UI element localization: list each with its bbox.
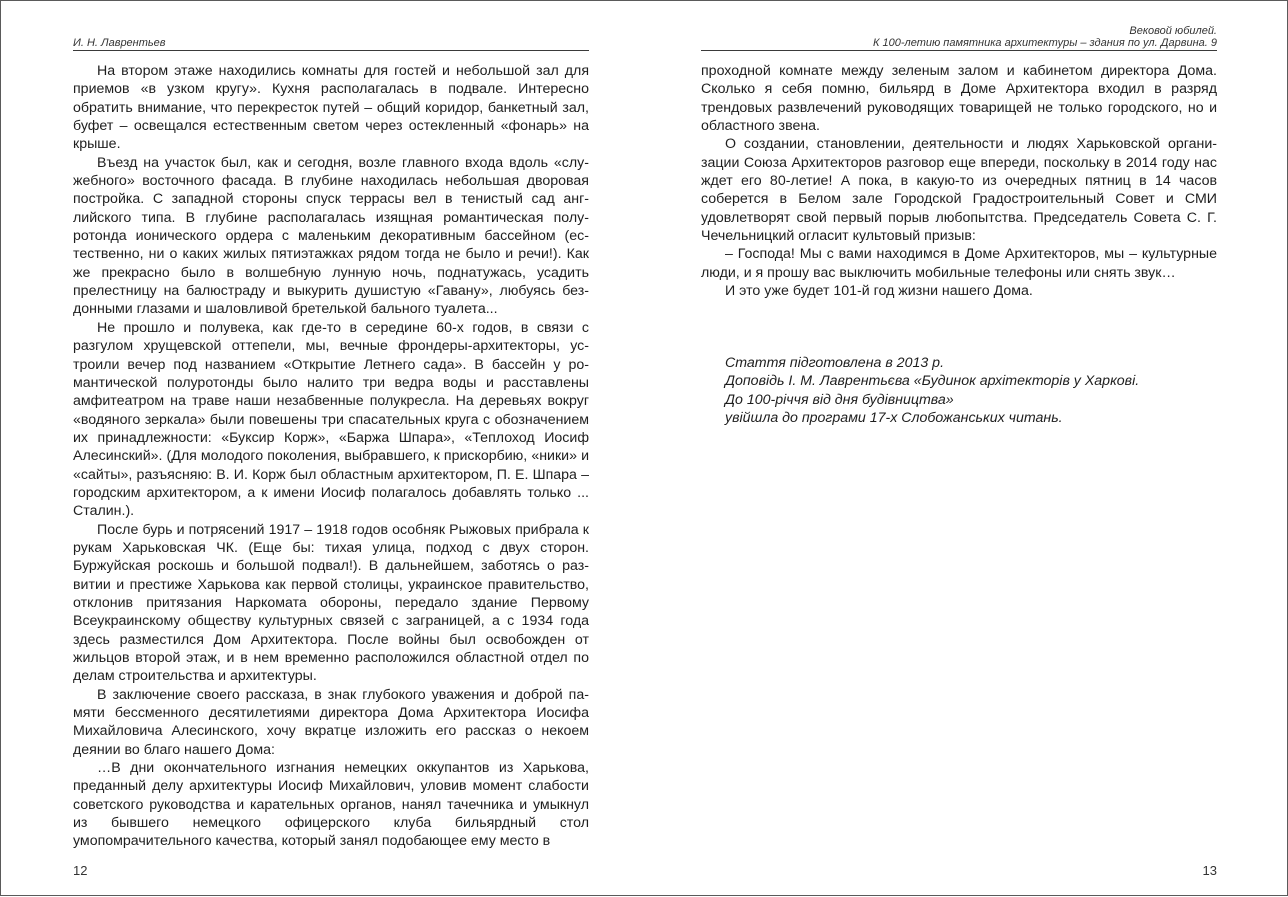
continued-paragraph: проходной комнате между зеленым залом и кабинетом директора Дома. Сколько я себя помню, бильярд в Доме Архитектора входил в разряд трендовых развлечений руководящих товарищей не только городского, но и областного звена. [701,63,1217,135]
header-subtitle: К 100-летию памятника архитектуры – здания по ул. Дарвина. 9 [872,37,1217,49]
note-line: увійшла до програми 17-х Слобожанських читань. [725,410,1063,427]
note-line: Стаття підготовлена в 2013 р. [725,355,945,371]
running-header-right [701,25,1217,51]
paragraph: На втором этаже находились комнаты для гостей и небольшой зал для приемов «в узком кругу». Кухня располагалась в подвале. Интересно обратить внимание, что перекресток путей – общий коридор, банкетный зал, буфет – освещался естественным светом через остекленный «фонарь» на крыше. [73,63,589,153]
right-page [701,1,1217,897]
page-number: 13 [1202,863,1217,878]
left-page-body [73,62,589,851]
paragraph: Въезд на участок был, как и сегодня, возле главного входа вдоль «служебного» восточного фасада. В глубине находилась небольшая дворовая постройка. С западной стороны спуск террасы вел в тенистый сад английского типа. В глубине располагалась изящная романтическая полуротонда ионического ордера с маленьким декоративным бассейном (естественно, ни о каких жилых пятиэтажках рядом тогда не было и речи!). Как же прекрасно было в волшебную лунную ночь, поднатужась, усадить прелестницу на балюстраду и выкурить душистую «Гавану», любуясь бездонными глазами и шаловливой бретелькой бального туалета... [73,154,589,318]
paragraph: Не прошло и полувека, как где-то в середине 60-х годов, в связи с разгулом хрущевской оттепели, мы, вечные фрондеры-архитекторы, устроили вечер под названием «Открытие Летнего сада». В бассейн у романтической полуротонды было налито три ведра воды и расставлены амфитеатром на траве наши незабвенные полукресла. На деревьях вокруг «водяного зеркала» были повешены три спасательных круга с обозначением их принадлежности: «Буксир Корж», «Баржа Шпара», «Теплоход Иосиф Алесинский». (Для молодого поколения, выбравшего, к прискорбию, «ники» и «сайты», разъясняю: В. И. Корж был областным архитектором, П. Е. Шпара – городским архитектором, а к имени Иосиф полагалось добавлять только ... Сталин.). [73,319,589,520]
running-header-left [73,37,589,51]
paragraph: …В дни окончательного изгнания немецких оккупантов из Харькова, преданный делу архитектуры Иосиф Михайлович, уловив момент слабости советского руководства и карательных органов, нанял тачечника и умыкнул из бывшего немецкого офицерского клуба бильярдный стол умопомрачительного качества, который занял подобающее ему место в [73,760,589,850]
paragraph: – Господа! Мы с вами находимся в Доме Архитекторов, мы – культурные люди, и я прошу вас выключить мобильные телефоны или снять звук… [701,246,1217,281]
author-name: И. Н. Лаврентьев [73,37,166,49]
left-page [73,1,589,897]
paragraph: В заключение своего рассказа, в знак глубокого уважения и доброй памяти бессменного десятилетиями директора Дома Архитектора Иосифа Михайловича Алесинского, хочу вкратце изложить его рассказ о некоем деянии во благо нашего Дома: [73,686,589,758]
paragraph: О создании, становлении, деятельности и людях Харьковской организации Союза Архитекторов разговор еще впереди, поскольку в 2014 году нас ждет его 80-летие! А пока, в какую-то из очередных пятниц в 14 часов соберется в Белом зале Городской Градостроительный Совет и СМИ удовлетворят свой первый порыв любопытства. Председатель Совета С. Г. Чечельницкий огласит культовый призыв: [701,136,1217,245]
page-number: 12 [73,863,88,878]
header-title: Вековой юбилей. [1129,25,1217,37]
paragraph: После бурь и потрясений 1917 – 1918 годов особняк Рыжовых прибрала к рукам Харьковская ЧК. (Еще бы: тихая улица, подход с двух сторон. Буржуйская роскошь и большой подвал!). В дальнейшем, заботясь о развитии и престиже Харькова как первой столицы, украинское правительство, отклонив притязания Наркомата обороны, передало здание Первому Всеукраинскому обществу культурных связей с заграницей, а с 1934 года здесь разместился Дом Архитектора. После войны был освобожден от жильцов второй этаж, и в нем временно расположился областной отдел по делам строительства и архитектуры. [73,521,589,685]
right-page-body [701,62,1217,300]
note-line: Доповідь І. М. Лаврентьєва «Будинок архітекторів у Харкові. [725,373,1140,390]
note-line: До 100-річчя від дня будівництва» [725,391,954,408]
editorial-note [725,354,1217,427]
paragraph: И это уже будет 101-й год жизни нашего Дома. [725,283,1033,300]
